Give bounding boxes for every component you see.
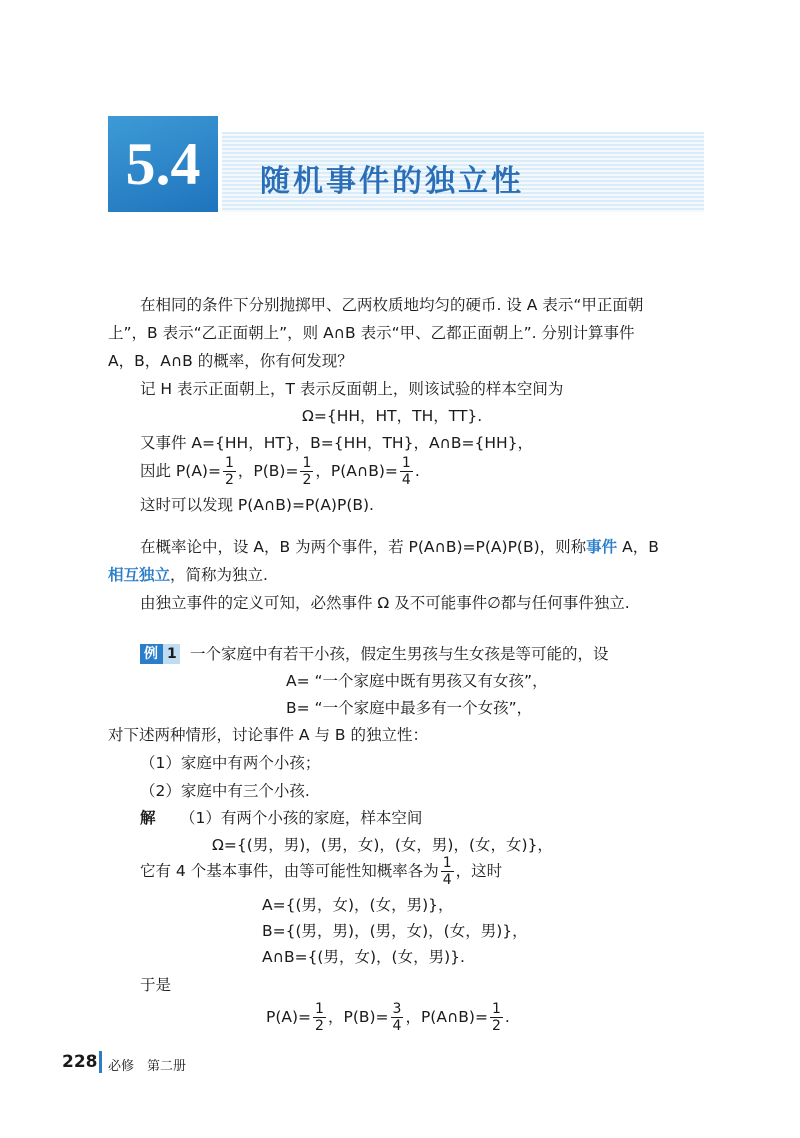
final-pa: P(A)= (266, 1008, 312, 1026)
book-title: 必修 第二册 (108, 1059, 187, 1074)
page-number: 228 (62, 1052, 98, 1072)
example-badge-number: 1 (167, 646, 177, 662)
fraction-half-final-a (313, 1002, 326, 1033)
sample-space-formula: Ω={HH，HT，TH，TT}. (302, 407, 483, 425)
keyword-independent: 相互独立 (108, 566, 171, 584)
frac-den: 2 (315, 1018, 324, 1034)
fraction-half-a (223, 456, 236, 487)
example-line-4: 对下述两种情形，讨论事件 A 与 B 的独立性： (108, 726, 428, 744)
final-end: . (504, 1008, 510, 1026)
solution-line-3 (140, 856, 502, 887)
solution-label: 解 (140, 809, 156, 827)
solution-line-1: （1）有两个小孩的家庭，样本空间 (180, 809, 423, 827)
definition-line-3: 由独立事件的定义可知，必然事件 Ω 及不可能事件∅都与任何事件独立. (140, 594, 630, 612)
frac-num: 3 (392, 1001, 402, 1017)
frac-num: 1 (302, 455, 312, 471)
prob-mid-1: ，P(B)= (237, 462, 299, 480)
frac-num: 1 (401, 455, 411, 471)
solution-set-b: B={(男，男)，(男，女)，(女，男)}， (262, 922, 528, 940)
solution-sample-space: Ω={(男，男)，(男，女)，(女，男)，(女，女)}， (212, 836, 553, 854)
section-title: 随机事件的独立性 (260, 164, 524, 199)
fraction-three-quarters (391, 1002, 404, 1033)
example-line-1: 一个家庭中有若干小孩，假定生男孩与生女孩是等可能的，设 (190, 645, 609, 663)
example-badge-label: 例 (144, 646, 158, 662)
example-event-b: B= “一个家庭中最多有一个女孩”， (286, 699, 533, 717)
intro-line-2: 上”，B 表示“乙正面朝上”，则 A∩B 表示“甲、乙都正面朝上”. 分别计算事件 (108, 324, 635, 342)
keyword-event: 事件 (586, 538, 618, 556)
intro-line-8: 这时可以发现 P(A∩B)=P(A)P(B). (140, 496, 374, 514)
definition-line-1 (140, 536, 659, 558)
prob-mid-2: ，P(A∩B)= (315, 462, 398, 480)
frac-den: 4 (392, 1018, 402, 1034)
frac-num: 1 (315, 1001, 324, 1017)
definition-prefix: 在概率论中，设 A，B 为两个事件，若 P(A∩B)=P(A)P(B)，则称 (140, 538, 587, 556)
fraction-half-b (300, 456, 313, 487)
example-badge (140, 644, 180, 664)
intro-line-6: 又事件 A={HH，HT}，B={HH，TH}，A∩B={HH}， (140, 434, 534, 452)
solution-set-a: A={(男，女)，(女，男)}， (262, 896, 454, 914)
solution-line-3-prefix: 它有 4 个基本事件，由等可能性知概率各为 (140, 862, 439, 880)
frac-num: 1 (442, 855, 452, 871)
example-case-2: （2）家庭中有三个小孩. (140, 782, 310, 800)
definition-ab: A，B (617, 538, 659, 556)
frac-den: 2 (224, 472, 234, 488)
frac-den: 2 (302, 472, 312, 488)
frac-num: 1 (491, 1001, 501, 1017)
frac-den: 2 (491, 1018, 501, 1034)
definition-suffix: ，简称为独立. (170, 566, 268, 584)
final-pb: ，P(B)= (327, 1008, 389, 1026)
probability-line (140, 456, 420, 487)
prob-prefix: 因此 P(A)= (140, 462, 221, 480)
intro-line-4: 记 H 表示正面朝上，T 表示反面朝上，则该试验的样本空间为 (140, 380, 564, 398)
solution-final-probabilities (266, 1002, 510, 1033)
intro-line-3: A，B，A∩B 的概率，你有何发现？ (108, 352, 353, 370)
fraction-half-final-ab (490, 1002, 503, 1033)
footer-divider (99, 1051, 102, 1073)
section-number: 5.4 (125, 131, 201, 197)
prob-end: . (414, 462, 420, 480)
solution-therefore: 于是 (140, 976, 172, 994)
example-case-1: （1）家庭中有两个小孩； (140, 754, 321, 772)
frac-den: 4 (442, 872, 452, 888)
example-event-a: A= “一个家庭中既有男孩又有女孩”， (286, 672, 548, 690)
intro-line-1: 在相同的条件下分别抛掷甲、乙两枚质地均匀的硬币. 设 A 表示“甲正面朝 (140, 296, 644, 314)
frac-den: 4 (401, 472, 411, 488)
solution-set-ab: A∩B={(男，女)，(女，男)}. (262, 948, 465, 966)
definition-line-2 (108, 564, 268, 586)
fraction-quarter (400, 456, 413, 487)
final-pab: ，P(A∩B)= (405, 1008, 488, 1026)
fraction-quarter-solution (441, 856, 454, 887)
solution-line-3-suffix: ，这时 (455, 862, 503, 880)
frac-num: 1 (224, 455, 234, 471)
